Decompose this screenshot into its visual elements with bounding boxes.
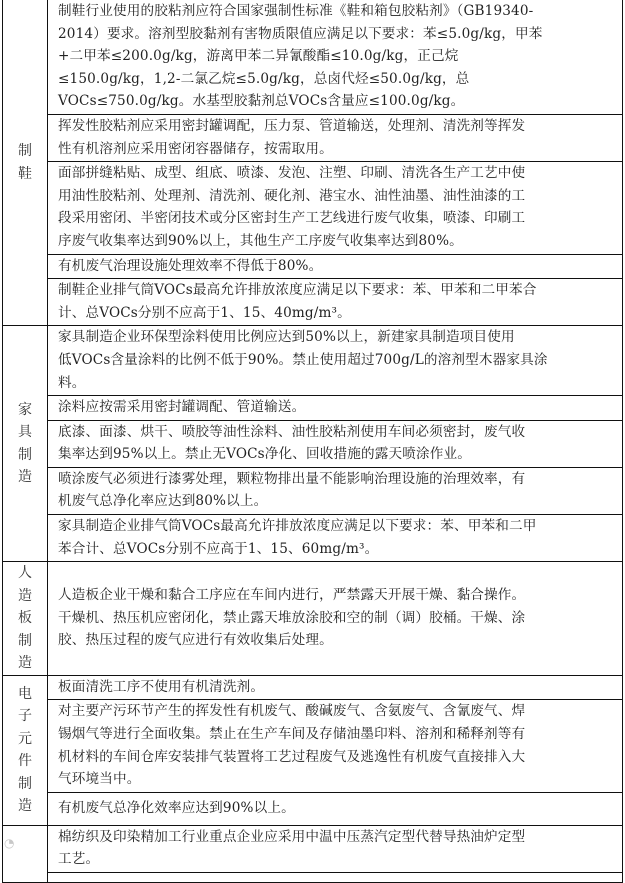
industry-label-char: 板 [18,610,32,627]
table-row [3,467,623,514]
requirement-text-line: 工艺。 [58,851,100,868]
requirement-cell [48,162,623,254]
table-row [3,675,623,700]
industry-label-char: 家 [18,401,32,418]
requirement-cell [48,825,623,872]
requirement-text-line: 机材料的车间仓库安装排气装置将工艺过程废气及逃逸性有机废气直接排入大 [58,748,526,765]
requirement-text-line: 人造板企业干燥和黏合工序应在车间内进行，严禁露天开展干燥、黏合操作。 [58,587,526,604]
industry-label-char: 子 [18,708,32,725]
industry-label-char: 造 [18,798,32,815]
requirement-text-line: 低VOCs含量涂料的比例不低于90%。禁止使用超过700g/L的溶剂型木器家具涂 [58,351,548,368]
requirement-text-line: 机废气总净化率应达到80%以上。 [58,493,268,510]
requirement-text-line: 棉纺织及印染精加工行业重点企业应采用中温中压蒸汽定型代替导热油炉定型 [58,828,526,845]
industry-label-char: 造 [18,655,32,672]
table-row [3,326,623,396]
requirement-cell [48,279,623,326]
requirement-text-line: 挥发性胶粘剂应采用密封罐调配，压力泵、管道输送，处理剂、清洗剂等挥发 [58,117,526,134]
requirement-text-line: 段采用密闭、半密闭技术或分区密封生产工艺线进行废气收集，喷漆、印刷工 [58,210,526,227]
industry-label-char: 制 [18,775,32,792]
table-row [3,0,623,114]
requirement-cell [48,467,623,514]
table-row [3,162,623,254]
requirement-cell [48,872,623,882]
requirement-cell [48,0,623,114]
industry-label-char: 电 [18,685,32,702]
table-row [3,562,623,676]
watermark-logo: ◔ [4,836,15,850]
requirement-text-line: +二甲苯≤200.0g/kg，游离甲苯二异氰酸酯≤10.0g/kg，正己烷 [58,48,459,65]
table-row [3,420,623,467]
requirement-text-line [58,873,618,881]
requirement-text-line: 胶、热压过程的废气应进行有效收集后处理。 [58,632,333,649]
table-row [3,515,623,562]
industry-label-char: 制 [18,143,32,160]
table-row [3,279,623,326]
industry-label-char: 造 [18,587,32,604]
requirement-text-line: 有机废气总净化效率应达到90%以上。 [58,799,295,816]
table-row [3,825,623,872]
industry-label [3,562,48,676]
requirement-cell [48,396,623,421]
requirement-cell [48,792,623,825]
industry-label-char: 件 [18,753,32,770]
table-row [3,254,623,279]
requirement-text-line: 气环境当中。 [58,771,141,788]
requirement-text-line: 序废气收集率达到90%以上，其他生产工序废气收集率达到80%。 [58,232,463,249]
requirement-text-line: 底漆、面漆、烘干、喷胶等油性涂料、油性胶粘剂使用车间必须密封，废气收 [58,423,526,440]
requirement-text-line: 板面清洗工序不使用有机清洗剂。 [58,678,265,695]
requirement-text-line: 料。 [58,374,86,391]
requirement-text-line: VOCs≤750.0g/kg。水基型胶黏剂总VOCs含量应≤100.0g/kg。 [58,93,465,110]
requirement-text-line: 锡烟气等进行全面收集。禁止在生产车间及存储油墨印料、溶剂和稀释剂等有 [58,725,526,742]
requirement-text-line: 计、总VOCs分别不应高于1、15、40mg/m³。 [58,304,351,321]
requirement-cell [48,114,623,161]
industry-label-char: 鞋 [18,165,32,182]
requirement-text-line: 对主要产污环节产生的挥发性有机废气、酸碱废气、含氨废气、含氰废气、焊 [58,703,526,720]
requirement-cell [48,515,623,562]
requirement-text-line: 涂料应按需采用密封罐调配、管道输送。 [58,399,306,416]
requirement-text-line: 制鞋企业排气筒VOCs最高允许排放浓度应满足以下要求：苯、甲苯和二甲苯合 [58,282,537,299]
industry-label [3,0,48,326]
requirement-text-line: 制鞋行业使用的胶粘剂应符合国家强制性标准《鞋和箱包胶粘剂》（GB19340- [58,3,534,19]
requirement-cell [48,700,623,792]
requirement-cell [48,420,623,467]
requirement-text-line: 喷涂废气必须进行漆雾处理，颗粒物排出量不能影响治理设施的治理效率，有 [58,470,526,487]
requirement-cell [48,254,623,279]
industry-label [3,326,48,562]
requirement-text-line: 集率达到95%以上。禁止无VOCs净化、回收措施的露天喷涂作业。 [58,446,471,463]
requirement-text-line: 2014）要求。溶剂型胶黏剂有害物质限值应满足以下要求：苯≤5.0g/kg，甲苯 [58,25,543,42]
table-row [3,792,623,825]
industry-label [3,675,48,825]
requirement-text-line: 性有机溶剂应采用密闭容器储存，按需取用。 [58,140,333,157]
table-row [3,700,623,792]
requirement-cell [48,326,623,396]
industry-label-char: 制 [18,446,32,463]
requirement-text-line: ≤150.0g/kg，1,2-二氯乙烷≤5.0g/kg，总卤代烃≤50.0g/kg，总 [58,70,470,87]
industry-label-char: 造 [18,469,32,486]
requirement-cell [48,562,623,676]
requirement-cell [48,675,623,700]
requirement-text-line: 用油性胶粘剂、处理剂、清洗剂、硬化剂、港宝水、油性油墨、油性油漆的工 [58,187,526,204]
industry-requirements-table [2,0,623,883]
industry-label-char: 制 [18,632,32,649]
requirement-text-line: 家具制造企业排气筒VOCs最高允许排放浓度应满足以下要求：苯、甲苯和二甲 [58,518,537,535]
industry-label-char: 人 [18,565,32,582]
industry-label-char: 元 [18,730,32,747]
industry-label [3,825,48,882]
requirement-text-line: 家具制造企业环保型涂料使用比例应达到50%以上，新建家具制造项目使用 [58,329,515,346]
table-row [3,114,623,161]
table-row [3,872,623,882]
requirement-text-line: 干燥机、热压机应密闭化，禁止露天堆放涂胶和空的制（调）胶桶。干燥、涂 [58,609,526,626]
requirement-text-line: 有机废气治理设施处理效率不得低于80%。 [58,257,323,274]
industry-label-char: 具 [18,424,32,441]
requirement-text-line: 面部拼缝粘贴、成型、组底、喷漆、发泡、注塑、印刷、清洗各生产工艺中使 [58,165,526,182]
requirement-text-line: 苯合计、总VOCs分别不应高于1、15、60mg/m³。 [58,540,379,557]
table-row [3,396,623,421]
